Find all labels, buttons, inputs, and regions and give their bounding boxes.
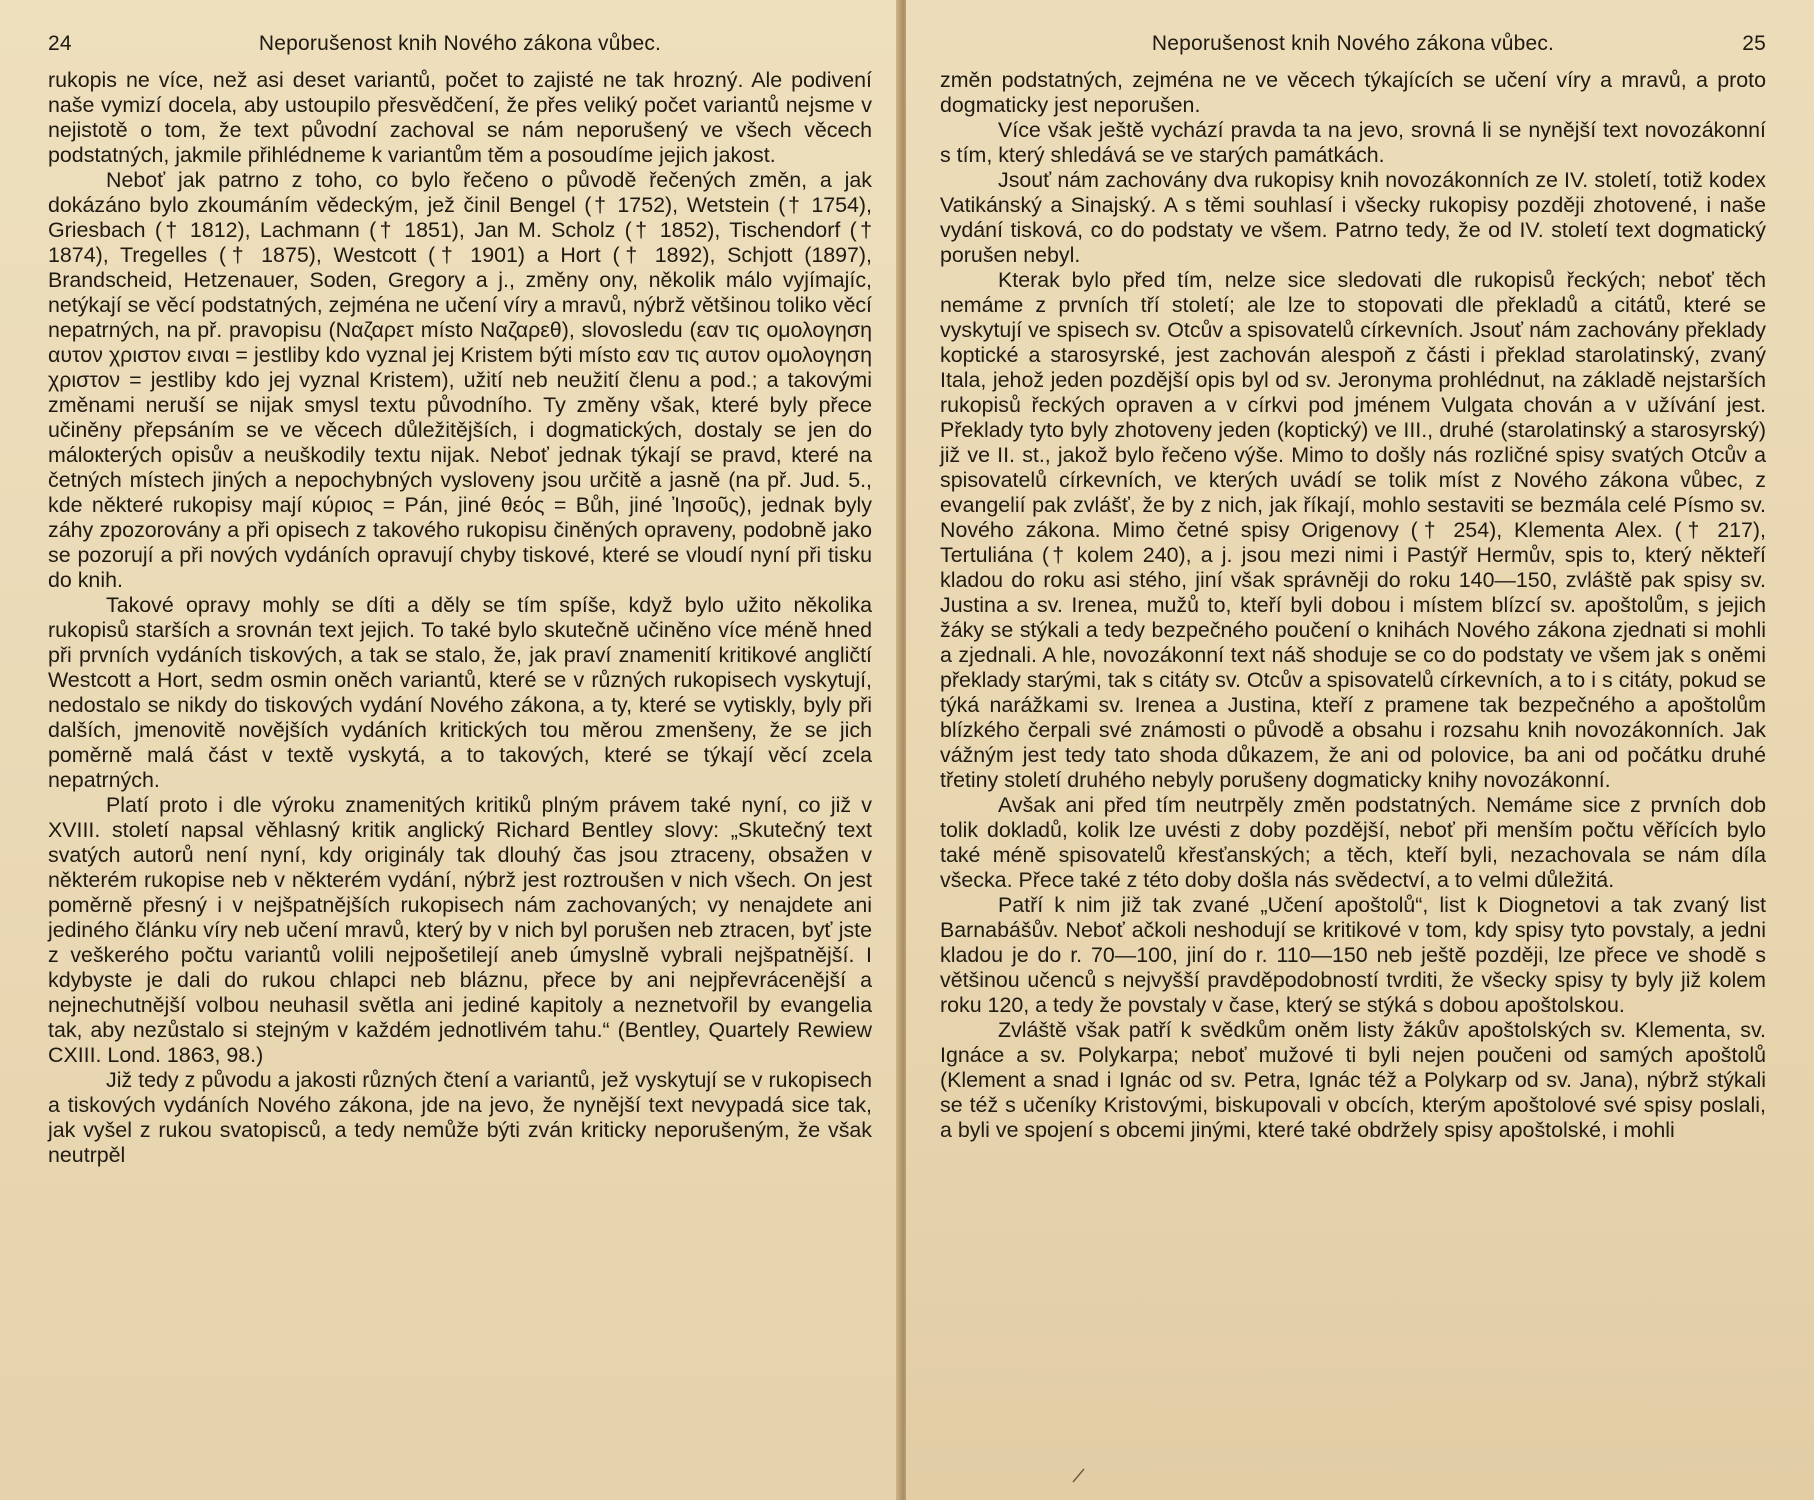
right-page — [906, 0, 1814, 1500]
paragraph: Kterak bylo před tím, nelze sice sledovati dle rukopisů řeckých; neboť těch nemáme z prvních tří století; ale lze to stopovati dle překladů a citátů, které se vyskytují ve spisech sv. Otcův a spisovatelů církevních. Jsouť nám zachovány překlady koptické a starosyrské, jest zachován alespoň z části i překlad starolatinský, zvaný Itala, jehož jeden pozdější opis byl od sv. Jeronyma prohlédnut, na základě nejstarších rukopisů řeckých opraven a v církvi pod jménem Vulgata chován a v užívání jest. Překlady tyto byly zhotoveny jeden (koptický) ve III., druhé (starolatinský a starosyrský) již ve II. st., jakož bylo řečeno výše. Mimo to došly nás rozličné spisy svatých Otcův a spisovatelů církevních, ve kterých uvádí se tolik míst z Nového zákona vůbec, z evangelií pak zvlášť, že by z nich, jak říkají, mohlo sestaviti se bezmála celé Písmo sv. Nového zákona. Mimo četné spisy Origenovy († 254), Klementa Alex. († 217), Tertuliána († kolem 240), a j. jsou mezi nimi i Pastýř Hermův, spis to, který někteří kladou do roku asi stého, jiní však správněji do roku 140—150, zvláště pak spisy sv. Justina a sv. Irenea, mužů to, kteří byli dobou i místem blízcí sv. apoštolům, s jejich žáky se stýkali a tedy bezpečného poučení o knihách Nového zákona zjednati si mohli a zjednali. A hle, novozákonní text náš shoduje se co do podstaty ve všem jak s oněmi překlady starými, tak s citáty sv. Otcův a spisovatelů církevních, a to i s citáty, pokud se týká narážkami sv. Irenea a Justina, kteří z pramene tak bezpečného a apoštolům blízkého čerpali své známosti o původě a obsahu i rozsahu knih novozákonních. Jak vážným jest tedy tato shoda důkazem, že ani od polovice, ba ani od počátku druhé třetiny století druhého nebyly porušeny dogmaticky knihy novozákonní. — [940, 268, 1766, 792]
right-page-header — [940, 32, 1766, 56]
left-page — [0, 0, 900, 1500]
paragraph: Jsouť nám zachovány dva rukopisy knih novozákonních ze IV. století, totiž kodex Vatikánský a Sinajský. A s těmi souhlasí i všecky rukopisy později zhotovené, i naše vydání tisková, co do podstaty ve všem. Patrno tedy, že od IV. století text dogmatický porušen nebyl. — [940, 168, 1766, 267]
right-page-text — [940, 68, 1766, 1143]
paragraph: Takové opravy mohly se díti a děly se tím spíše, když bylo užito několika rukopisů starších a srovnán text jejich. To také bylo skutečně učiněno více méně hned při prvních vydáních tiskových, a tak se stalo, že, jak praví znamenití kritikové angličtí Westcott a Hort, sedm osmin oněch variantů, které se v různých rukopisech vyskytují, nedostalo se nikdy do tiskových vydání Nového zákona, a ty, které se vytiskly, byly při dalších, jmenovitě novějších vydáních kritických tou měrou zmenšeny, že se jich poměrně malá část v textě vyskytá, a to takových, které se týkají věcí zcela nepatrných. — [48, 593, 872, 792]
paragraph: Avšak ani před tím neutrpěly změn podstatných. Nemáme sice z prvních dob tolik dokladů, kolik lze uvésti z doby pozdější, neboť při menším počtu věřících bylo také méně spisovatelů křesťanských; a těch, kteří byli, nezachovala se nám díla všecka. Přece také z této doby došla nás svědectví, a to velmi důležitá. — [940, 793, 1766, 892]
pencil-mark-icon — [1070, 1466, 1088, 1484]
paragraph: Více však ještě vychází pravda ta na jevo, srovná li se nynější text novozákonní s tím, který shledává se ve starých památkách. — [940, 118, 1766, 167]
paragraph: Patří k nim již tak zvané „Učení apoštolů“, list k Diognetovi a tak zvaný list Barnabášův. Neboť ačkoli neshodují se kritikové v tom, kdy spisy tyto povstaly, a jedni kladou je do r. 70—100, jiní do r. 110—150 neb ještě později, lze přece ve shodě s většinou učenců s nejvyšší pravděpodobností tvrditi, že všecky spisy ty byly již kolem roku 120, a tedy že povstaly v čase, který se stýká s dobou apoštolskou. — [940, 893, 1766, 1017]
running-head: Neporušenost knih Nového zákona vůbec. — [1151, 32, 1555, 55]
paragraph: Neboť jak patrno z toho, co bylo řečeno o původě řečených změn, a jak dokázáno bylo zkoumáním vědeckým, jež činil Bengel († 1752), Wetstein († 1754), Griesbach († 1812), Lachmann († 1851), Jan M. Scholz († 1852), Tischendorf († 1874), Tregelles († 1875), Westcott († 1901) a Hort († 1892), Schjott (1897), Brandscheid, Hetzenauer, Soden, Gregory a j., změny ony, několik málo vyjímajíc, netýkají se věcí podstatných, zejména ne učení víry a mravů, nýbrž většinou toliko věcí nepatrných, na př. pravopisu (Ναζαρετ místo Ναζαρεθ), slovosledu (εαν τις ομολογηση αυτον χριστον ειναι = jestliby kdo vyznal jej Kristem býti místo εαν τις αυτον ομολογηση χριστον = jestliby kdo jej vyznal Kristem), užití neb neužití členu a pod.; a takovými změnami neruší se nijak smysl textu původního. Ty změny však, které byly přece učiněny přepsáním se ve věcech důležitějších, i dogmatických, dostaly se jen do máloкterých opisův a neuškodily textu nijak. Neboť jednak týkají se pravd, které na četných místech jiných a nepochybných vysloveny jsou určitě a jasně (na př. Jud. 5., kde některé rukopisy mají κύριος = Pán, jiné θεός = Bůh, jiné Ἰησοῦς), jednak byly záhy zpozorovány a při opisech z takového rukopisu činěných opraveny, podobně jako se pozorují a při nových vydáních opravují chyby tiskové, které se vloudí nyní při tisku do knih. — [48, 168, 872, 592]
page-number: 24 — [48, 32, 72, 55]
left-page-header — [48, 32, 872, 56]
paragraph: rukopis ne více, než asi deset variantů, počet to zajisté ne tak hrozný. Ale podivení naše vymizí docela, aby ustoupilo přesvědčení, že přes veliký počet variantů nejsme v nejistotě o tom, že text původní zachoval se nám neporušený ve všech věcech podstatných, jakmile přihlédneme k variantům těm a posoudíme jejich jakost. — [48, 68, 872, 167]
running-head: Neporušenost knih Nového zákona vůbec. — [258, 32, 662, 55]
paragraph: změn podstatných, zejména ne ve věcech týkajících se učení víry a mravů, a proto dogmaticky jest neporušen. — [940, 68, 1766, 117]
left-page-text — [48, 68, 872, 1168]
paragraph: Zvláště však patří k svědkům oněm listy žákův apoštolských sv. Klementa, sv. Ignáce a sv. Polykarpa; neboť mužové ti byli nejen poučeni od samých apoštolů (Klement a snad i Ignác od sv. Petra, Ignác též a Polykarp od sv. Jana), nýbrž stýkali se též s učeníky Kristovými, biskupovali v obcích, kterým apoštolové své spisy poslali, a byli ve spojení s obcemi jinými, které také obdržely spisy apoštolské, i mohli — [940, 1018, 1766, 1142]
page-number: 25 — [1742, 32, 1766, 55]
paragraph: Již tedy z původu a jakosti různých čtení a variantů, jež vyskytují se v rukopisech a tiskových vydáních Nového zákona, jde na jevo, že nynější text nevypadá sice tak, jak vyšel z rukou svatopisců, a tedy nemůže býti zván kriticky neporušeným, že však neutrpěl — [48, 1068, 872, 1167]
paragraph: Platí proto i dle výroku znamenitých kritiků plným právem také nyní, co již v XVIII. století napsal věhlasný kritik anglický Richard Bentley slovy: „Skutečný text svatých autorů není nyní, kdy originály tak dlouhý čas jsou ztraceny, obsažen v některém rukopise neb v některém vydání, nýbrž jest roztroušen v nich všech. On jest poměrně přesný i v nejšpatnějších rukopisech nám zachovaných; vy nenajdete ani jediného článku víry neb učení mravů, který by v nich byl porušen neb ztracen, byť jste z veškerého počtu variantů volili nejpošetilejí aneb úmyslně vybrali nejšpatnější. I kdybyste je dali do rukou chlapci neb bláznu, přece by ani nejpřevrácenější a nejnechutnější volbou neuhasil světla ani jediné kapitoly a neznetvořil by evangelia tak, aby nezůstalo si stejným v každém jednotlivém tahu.“ (Bentley, Quartely Rewiew CXIII. Lond. 1863, 98.) — [48, 793, 872, 1067]
